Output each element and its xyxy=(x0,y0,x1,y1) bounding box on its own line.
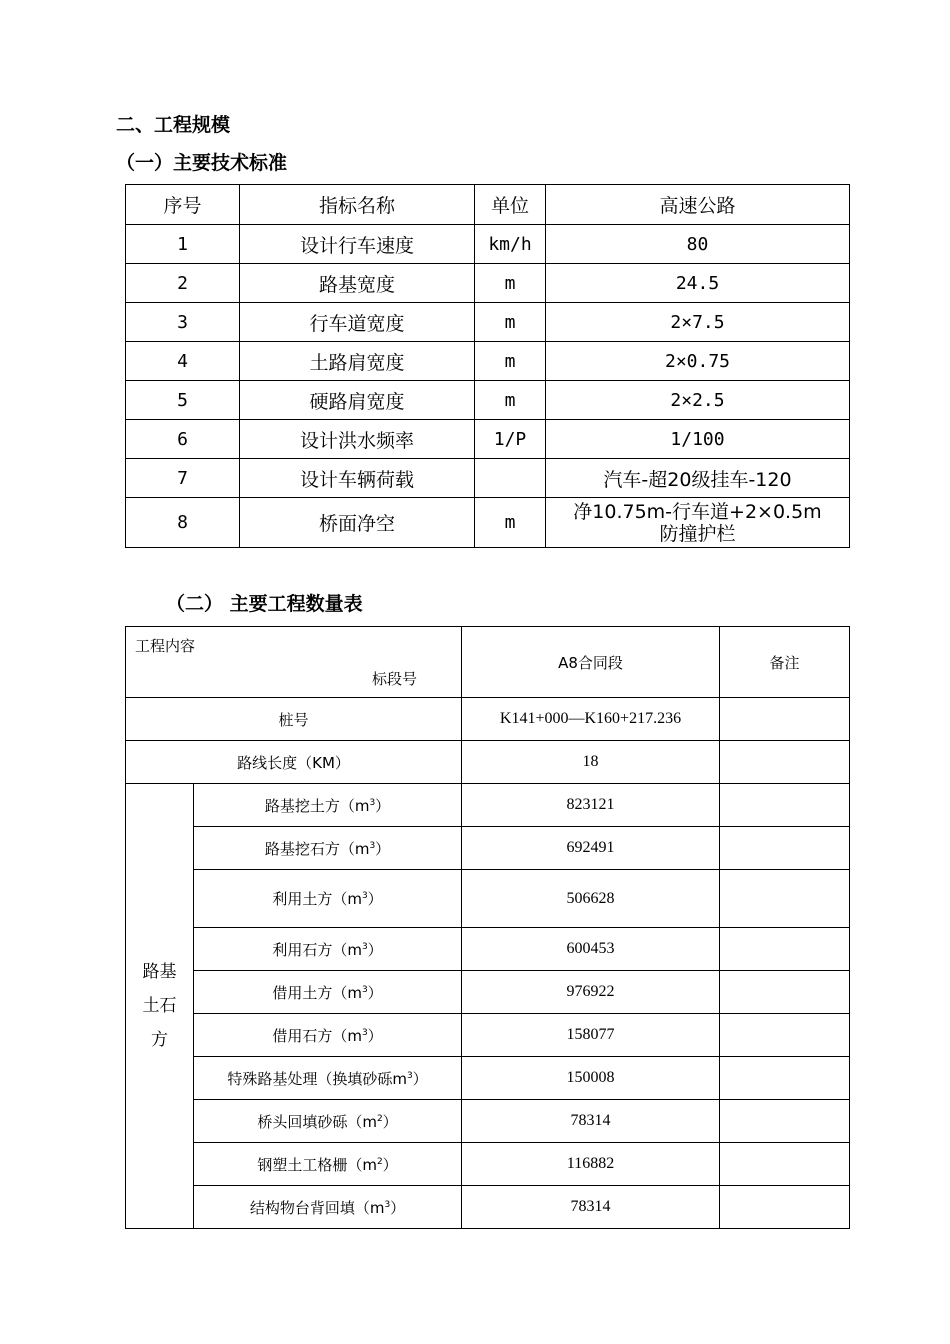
length-value: 18 xyxy=(462,741,720,784)
table-row xyxy=(126,264,850,303)
item-name: 桥头回填砂砾$(m^2)$ xyxy=(194,1100,462,1143)
section-title: 二、工程规模 xyxy=(116,114,231,136)
table-row xyxy=(126,1014,850,1057)
table-row xyxy=(126,698,850,741)
row-unit: m xyxy=(475,498,546,548)
header-remark: 备注 xyxy=(720,627,850,698)
table-row xyxy=(126,827,850,870)
item-value: 116882 xyxy=(462,1143,720,1186)
row-value: 1/100 xyxy=(546,420,850,459)
header-work-content: 工程内容 xyxy=(135,637,196,655)
row-no: 6 xyxy=(126,420,240,459)
table-row xyxy=(126,870,850,928)
table-row xyxy=(126,928,850,971)
item-name: 路基挖土方$(m^3)$ xyxy=(194,784,462,827)
table-row xyxy=(126,741,850,784)
header-no: 序号 xyxy=(126,185,240,225)
table-row xyxy=(126,225,850,264)
item-name: 借用土方$(m^3)$ xyxy=(194,971,462,1014)
item-value: 506628 xyxy=(462,870,720,928)
technical-standards-table xyxy=(125,184,850,548)
row-value: 2×2.5 xyxy=(546,381,850,420)
remark-cell xyxy=(720,827,850,870)
row-name: 桥面净空 xyxy=(240,498,475,548)
row-unit: km/h xyxy=(475,225,546,264)
row-value: 80 xyxy=(546,225,850,264)
header-unit: 单位 xyxy=(475,185,546,225)
table-row xyxy=(126,1143,850,1186)
length-label: 路线长度（KM） xyxy=(126,741,462,784)
remark-cell xyxy=(720,741,850,784)
row-unit xyxy=(475,459,546,498)
item-name: 利用土方$(m^3)$ xyxy=(194,870,462,928)
table-row xyxy=(126,498,850,548)
item-value: 823121 xyxy=(462,784,720,827)
table-row xyxy=(126,381,850,420)
item-name: 钢塑土工格栅$(m^2)$ xyxy=(194,1143,462,1186)
row-unit: 1/P xyxy=(475,420,546,459)
table-row xyxy=(126,1186,850,1229)
row-unit: m xyxy=(475,342,546,381)
row-name: 路基宽度 xyxy=(240,264,475,303)
item-name: 特殊路基处理（换填砂砾$m^3$） xyxy=(194,1057,462,1100)
row-no: 3 xyxy=(126,303,240,342)
remark-cell xyxy=(720,1100,850,1143)
row-no: 4 xyxy=(126,342,240,381)
item-name: 路基挖石方$(m^3)$ xyxy=(194,827,462,870)
item-value: 78314 xyxy=(462,1186,720,1229)
table-row xyxy=(126,1057,850,1100)
group-label-cell xyxy=(126,784,194,1229)
group-label-line: 路基 xyxy=(142,962,177,982)
group-label-line: 方 xyxy=(151,1030,168,1050)
stake-value: K141+000—K160+217.236 xyxy=(462,698,720,741)
item-value: 692491 xyxy=(462,827,720,870)
item-value: 600453 xyxy=(462,928,720,971)
remark-cell xyxy=(720,1057,850,1100)
remark-cell xyxy=(720,1186,850,1229)
item-value: 78314 xyxy=(462,1100,720,1143)
row-value-line1: 净10.75m-行车道+2×0.5m xyxy=(573,500,822,523)
header-section-no: 标段号 xyxy=(371,670,417,688)
table-row xyxy=(126,971,850,1014)
item-value: 158077 xyxy=(462,1014,720,1057)
remark-cell xyxy=(720,928,850,971)
diagonal-header-cell xyxy=(126,627,462,698)
remark-cell xyxy=(720,971,850,1014)
table-header-row xyxy=(126,627,850,698)
table-header-row xyxy=(126,185,850,225)
quantities-table xyxy=(125,626,850,1229)
item-name: 结构物台背回填$(m^3)$ xyxy=(194,1186,462,1229)
row-no: 2 xyxy=(126,264,240,303)
remark-cell xyxy=(720,1014,850,1057)
row-no: 5 xyxy=(126,381,240,420)
row-name: 硬路肩宽度 xyxy=(240,381,475,420)
subsection-title-quantities: （二） 主要工程数量表 xyxy=(166,593,363,615)
group-label-line: 土石 xyxy=(142,996,177,1016)
item-value: 976922 xyxy=(462,971,720,1014)
remark-cell xyxy=(720,698,850,741)
stake-label: 桩号 xyxy=(126,698,462,741)
row-value-line2: 防撞护栏 xyxy=(659,522,736,545)
remark-cell xyxy=(720,1143,850,1186)
table-row xyxy=(126,784,850,827)
table-row xyxy=(126,459,850,498)
row-name: 土路肩宽度 xyxy=(240,342,475,381)
row-value: 2×7.5 xyxy=(546,303,850,342)
row-value xyxy=(546,498,850,548)
header-contract-section: A8合同段 xyxy=(462,627,720,698)
row-value: 24.5 xyxy=(546,264,850,303)
remark-cell xyxy=(720,784,850,827)
row-unit: m xyxy=(475,303,546,342)
table-row xyxy=(126,1100,850,1143)
header-highway: 高速公路 xyxy=(546,185,850,225)
item-name: 借用石方$(m^3)$ xyxy=(194,1014,462,1057)
row-value: 2×0.75 xyxy=(546,342,850,381)
row-no: 7 xyxy=(126,459,240,498)
row-unit: m xyxy=(475,264,546,303)
item-value: 150008 xyxy=(462,1057,720,1100)
row-no: 8 xyxy=(126,498,240,548)
table-row xyxy=(126,342,850,381)
row-name: 行车道宽度 xyxy=(240,303,475,342)
row-unit: m xyxy=(475,381,546,420)
header-name: 指标名称 xyxy=(240,185,475,225)
table-row xyxy=(126,303,850,342)
subsection-title-standards: （一）主要技术标准 xyxy=(116,152,288,174)
row-value: 汽车-超20级挂车-120 xyxy=(546,459,850,498)
row-no: 1 xyxy=(126,225,240,264)
table-row xyxy=(126,420,850,459)
row-name: 设计洪水频率 xyxy=(240,420,475,459)
row-name: 设计车辆荷载 xyxy=(240,459,475,498)
item-name: 利用石方$(m^3)$ xyxy=(194,928,462,971)
remark-cell xyxy=(720,870,850,928)
row-name: 设计行车速度 xyxy=(240,225,475,264)
